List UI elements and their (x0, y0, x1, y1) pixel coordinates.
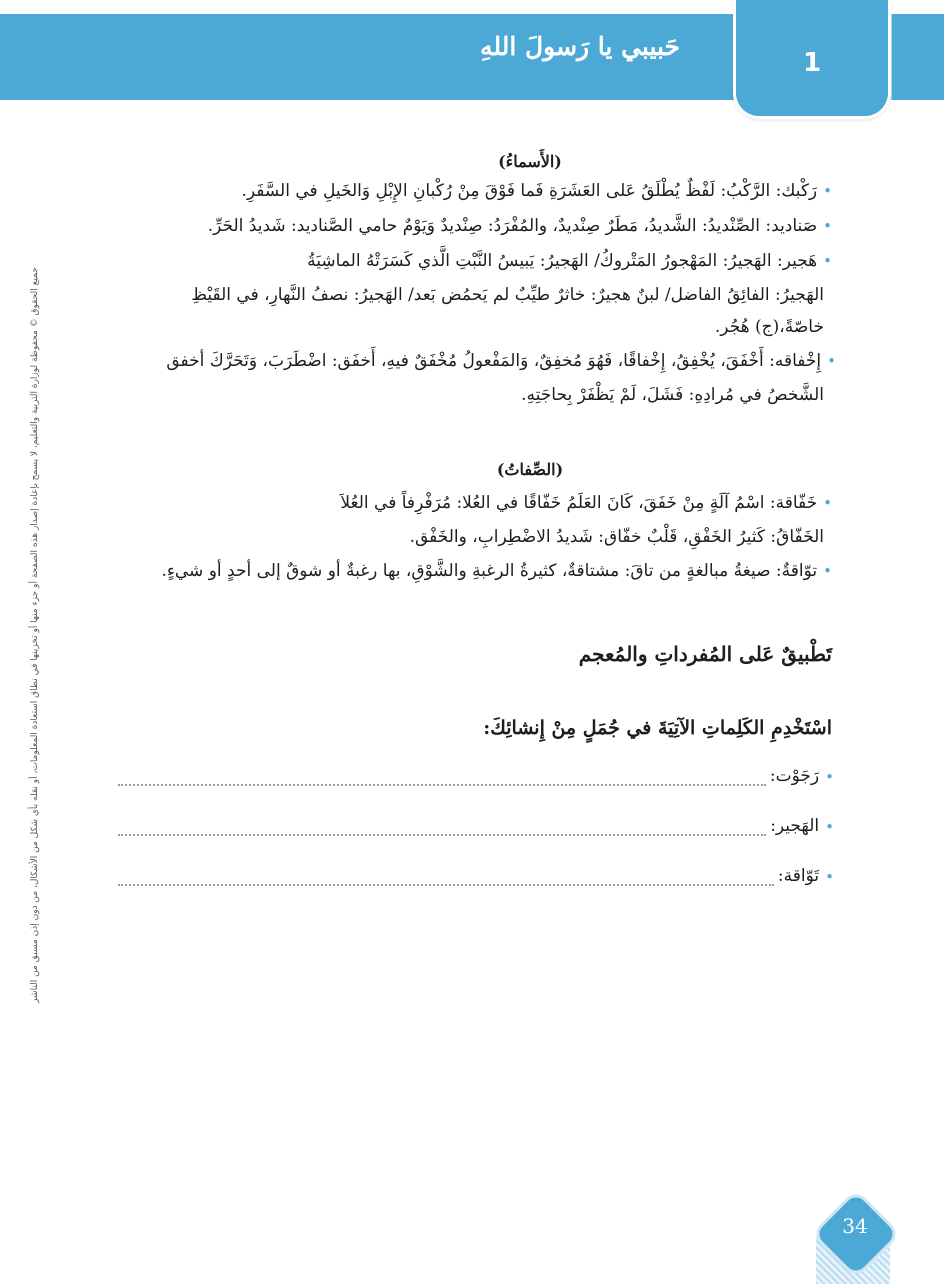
list-item (112, 558, 832, 584)
entry-text: صَناديد: الصِّنْديدُ: الشَّديدُ، مَطَرٌ صِنْديدٌ، والمُفْرَدُ: صِنْديدٌ وَيَوْمٌ حامي الصَّناديد: شَديدُ الحَرِّ. (207, 216, 818, 236)
list-item (112, 178, 832, 204)
answer-blank[interactable] (118, 768, 766, 786)
application-instruction: اسْتَخْدِمِ الكَلِماتِ الآتِيَةَ في جُمَلٍ مِنْ إِنشائِكَ: (483, 717, 832, 739)
exercise-word: تَوّاقة: (777, 866, 820, 886)
page-number: 34 (842, 1214, 868, 1238)
list-item (112, 248, 832, 274)
entry-continuation: الشَّخصُ في مُرادِهِ: فَشَلَ، لَمْ يَظْفَرْ بِحاجَتِهِ. (521, 385, 824, 405)
bullet-icon: • (825, 818, 834, 836)
answer-blank[interactable] (118, 868, 774, 886)
answer-blank[interactable] (118, 818, 766, 836)
exercise-word: الهَجير: (770, 816, 820, 836)
list-item (112, 213, 832, 239)
entry-text: هَجير: الهَجيرُ: المَهْجورُ المَتْروكُ/ الهَجيرُ: يَبيسُ النَّبْتِ الَّذي كَسَرَتْهُ الماشِيَةُ (307, 251, 818, 271)
bullet-icon: • (823, 182, 832, 200)
bullet-icon: • (823, 217, 832, 235)
entry-text: توّاقةٌ: صيغةُ مبالغةٍ من تاقَ: مشتاقةٌ، كثيرةُ الرغبةِ والشَّوْقِ، بها رغبةٌ أو شوقٌ إلى أحدٍ أو شيءٍ. (161, 561, 818, 581)
exercise-line[interactable] (118, 866, 834, 886)
entry-text: رَكْبك: الرَّكْبُ: لَفْظٌ يُطْلَقُ عَلى العَشَرَةِ فَما فَوْقَ مِنْ رُكْبانِ الإِبْلِ وَالخَيلِ في السَّفَرِ. (241, 181, 818, 201)
adjectives-title: (الصِّفاتُ) (496, 460, 564, 479)
entry-text: إِخْفاقه: أَخْفَقَ، يُخْفِقُ، إِخْفاقًا، فَهُوَ مُخفِقٌ، وَالمَفْعولُ مُخْفَقٌ فيهِ، أَخفَق: اضْطَرَبَ، وَتَحَرَّكَ أخفق (166, 351, 822, 371)
bullet-icon: • (823, 494, 832, 512)
entry-continuation: خاصّةً،(ج) هُجُر. (714, 317, 824, 337)
lesson-number-tab (733, 0, 891, 119)
entry-text: خَفّاقة: اسْمُ آلَةٍ مِنْ خَفَقَ، كَانَ العَلَمُ خَفّاقًا في العُلا: مُرَفْرِفاً في العُلاَ (340, 493, 818, 513)
exercise-line[interactable] (118, 816, 834, 836)
entry-continuation: الهَجيرُ: الفائِقُ الفاضل/ لبنٌ هجيرٌ: خاثرٌ طيِّبٌ لم يَحمُض بَعد/ الهَجيرُ: نصفُ النَّهارِ، في القَيْظِ (191, 285, 824, 305)
entry-continuation: الخَفّاقُ: كَثيرُ الخَفْقِ، قَلْبٌ خفّاق: شَديدُ الاضْطِرابِ، والخَفْق. (409, 527, 824, 547)
bullet-icon: • (823, 252, 832, 270)
list-item (116, 348, 836, 374)
exercise-word: رَجَوْت: (769, 766, 820, 786)
lesson-title: حَبيبي يا رَسولَ اللهِ (480, 32, 680, 61)
bullet-icon: • (825, 868, 834, 886)
bullet-icon: • (825, 768, 834, 786)
list-item (112, 490, 832, 516)
nouns-title: (الأَسماءُ) (498, 152, 562, 171)
application-heading: تَطْبيقٌ عَلى المُفرداتِ والمُعجم (578, 642, 832, 666)
bullet-icon: • (827, 352, 836, 370)
exercise-line[interactable] (118, 766, 834, 786)
bullet-icon: • (823, 562, 832, 580)
lesson-number: 1 (802, 48, 822, 78)
copyright-note: جميع الحقوق © محفوظة لوزارة التربية والتعليم، لا يسمح بإعادة إصدار هذه الصفحة أو جزء منها أو تخزينها في نطاق استعادة المعلومات، أو نقله بأي شكل من الأشكال، من دون إذن مسبق من الناشر (30, 267, 40, 1003)
